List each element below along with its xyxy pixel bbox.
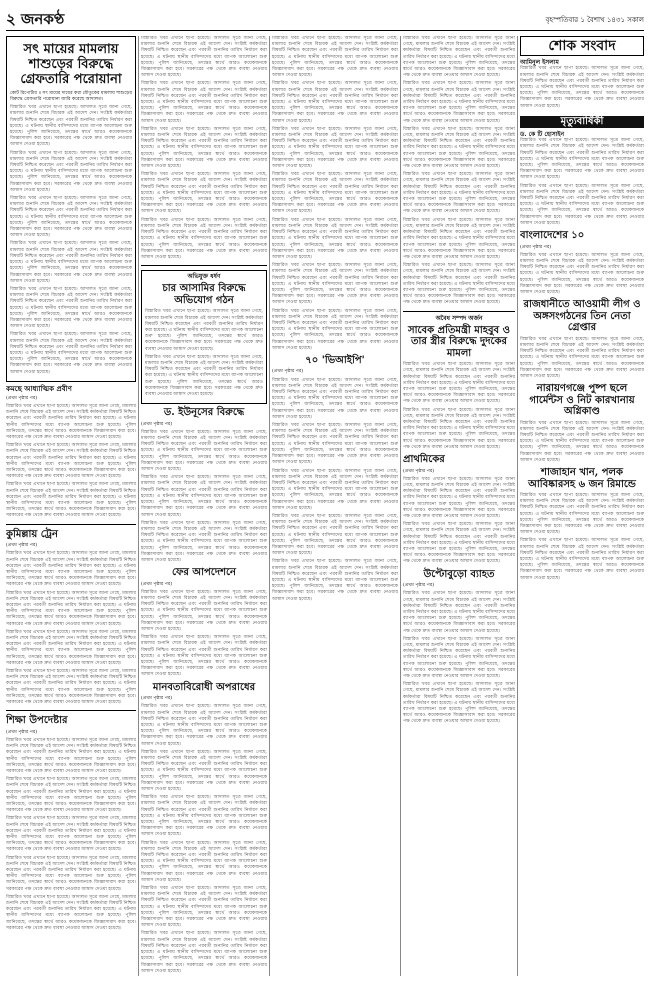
article-5: অভিযুক্ত ধর্ষণ চার আসামির বিরুদ্ধে অভিযোগ গঠন বিস্তারিত খবর এখানে ছাপা হয়েছে। আদালত সূত্রে জানা গেছে, মামলার শুনানি শেষে বিচারক এই আদেশ দেন। সংশ্লিষ্ট কর্মকর্তারা বিষয়টি নিশ্চিত করেছেন এবং পরবর্তী শুনানির তারিখ নির্ধারণ করা হয়েছে। এ ঘটনায় স্থানীয় বাসিন্দাদের মধ্যে ব্যাপক আলোচনা শুরু হয়েছে। পুলিশ জানিয়েছে, তদন্তের স্বার্থে আরও কয়েকজনকে জিজ্ঞাসাবাদ করা হবে। সরকারের পক্ষ থেকে দ্রুত ব্যবস্থা নেওয়ার আশ্বাস দেওয়া হয়েছে। বিস্তারিত খবর এখানে ছাপা হয়েছে। আদালত সূত্রে জানা গেছে, মামলার শুনানি শেষে বিচারক এই আদেশ দেন। সংশ্লিষ্ট কর্মকর্তারা বিষয়টি নিশ্চিত করেছেন এবং পরবর্তী শুনানির তারিখ নির্ধারণ করা হয়েছে। এ ঘটনায় স্থানীয় বাসিন্দাদের মধ্যে ব্যাপক আলোচনা শুরু হয়েছে। পুলিশ জানিয়েছে, তদন্তের স্বার্থে আরও কয়েকজনকে জিজ্ঞাসাবাদ করা হবে। সরকারের পক্ষ থেকে দ্রুত ব্যবস্থা নেওয়ার আশ্বাস দেওয়া হয়েছে। bbox=[141, 270, 267, 404]
article-2-title: কমছে আধ্যাত্মিক প্রবীণ bbox=[6, 383, 72, 393]
column-5: শোক সংবাদ আমিনুল ইসলাম বিস্তারিত খবর এখানে ছাপা হয়েছে। আদালত সূত্রে জানা গেছে, মামলার শুনানি শেষে বিচারক এই আদেশ দেন। সংশ্লিষ্ট কর্মকর্তারা বিষয়টি নিশ্চিত করেছেন এবং পরবর্তী শুনানির তারিখ নির্ধারণ করা হয়েছে। এ ঘটনায় স্থানীয় বাসিন্দাদের মধ্যে ব্যাপক আলোচনা শুরু হয়েছে। পুলিশ জানিয়েছে, তদন্তের স্বার্থে আরও কয়েকজনকে জিজ্ঞাসাবাদ করা হবে। সরকারের পক্ষ থেকে দ্রুত ব্যবস্থা নেওয়ার আশ্বাস দেওয়া হয়েছে। মৃত্যুবার্ষিকী ড. কে টি হোসাইন বিস্তারিত খবর এখানে ছাপা হয়েছে। আদালত সূত্রে জানা গেছে, মামলার শুনানি শেষে বিচারক এই আদেশ দেন। সংশ্লিষ্ট কর্মকর্তারা বিষয়টি নিশ্চিত করেছেন এবং পরবর্তী শুনানির তারিখ নির্ধারণ করা হয়েছে। এ ঘটনায় স্থানীয় বাসিন্দাদের মধ্যে ব্যাপক আলোচনা শুরু হয়েছে। পুলিশ জানিয়েছে, তদন্তের স্বার্থে আরও কয়েকজনকে জিজ্ঞাসাবাদ করা হবে। সরকারের পক্ষ থেকে দ্রুত ব্যবস্থা নেওয়ার আশ্বাস দেওয়া হয়েছে। বিস্তারিত খবর এখানে ছাপা হয়েছে। আদালত সূত্রে জানা গেছে, মামলার শুনানি শেষে বিচারক এই আদেশ দেন। সংশ্লিষ্ট কর্মকর্তারা বিষয়টি নিশ্চিত করেছেন এবং পরবর্তী শুনানির তারিখ নির্ধারণ করা হয়েছে। এ ঘটনায় স্থানীয় বাসিন্দাদের মধ্যে ব্যাপক আলোচনা শুরু হয়েছে। পুলিশ জানিয়েছে, তদন্তের স্বার্থে আরও কয়েকজনকে জিজ্ঞাসাবাদ করা হবে। সরকারের পক্ষ থেকে দ্রুত ব্যবস্থা নেওয়ার আশ্বাস দেওয়া হয়েছে। বাংলাদেশের ১০ (প্রথম পৃষ্ঠার পর) বিস্তারিত খবর এখানে ছাপা হয়েছে। আদালত সূত্রে জানা গেছে, মামলার শুনানি শেষে বিচারক এই আদেশ দেন। সংশ্লিষ্ট কর্মকর্তারা বিষয়টি নিশ্চিত করেছেন এবং পরবর্তী শুনানির তারিখ নির্ধারণ করা হয়েছে। এ ঘটনায় স্থানীয় বাসিন্দাদের মধ্যে ব্যাপক আলোচনা শুরু হয়েছে। পুলিশ জানিয়েছে, তদন্তের স্বার্থে আরও কয়েকজনকে জিজ্ঞাসাবাদ করা হবে। সরকারের পক্ষ থেকে দ্রুত ব্যবস্থা নেওয়ার আশ্বাস দেওয়া হয়েছে। রাজধানীতে আওয়ামী লীগ ও অঙ্গসংগঠনের তিন নেতা গ্রেপ্তার বিস্তারিত খবর এখানে ছাপা হয়েছে। আদালত সূত্রে জানা গেছে, মামলার শুনানি শেষে বিচারক এই আদেশ দেন। সংশ্লিষ্ট কর্মকর্তারা বিষয়টি নিশ্চিত করেছেন এবং পরবর্তী শুনানির তারিখ নির্ধারণ করা হয়েছে। এ ঘটনায় স্থানীয় বাসিন্দাদের মধ্যে ব্যাপক আলোচনা শুরু হয়েছে। পুলিশ জানিয়েছে, তদন্তের স্বার্থে আরও কয়েকজনকে জিজ্ঞাসাবাদ করা হবে। সরকারের পক্ষ থেকে দ্রুত ব্যবস্থা নেওয়ার আশ্বাস দেওয়া হয়েছে। নারায়ণগঞ্জে পুষ্প ছলে গার্মেন্টস ও নিট কারখানায় অগ্নিকাণ্ড বিস্তারিত খবর এখানে ছাপা হয়েছে। আদালত সূত্রে জানা গেছে, মামলার শুনানি শেষে বিচারক এই আদেশ দেন। সংশ্লিষ্ট কর্মকর্তারা বিষয়টি নিশ্চিত করেছেন এবং পরবর্তী শুনানির তারিখ নির্ধারণ করা হয়েছে। এ ঘটনায় স্থানীয় বাসিন্দাদের মধ্যে ব্যাপক আলোচনা শুরু হয়েছে। পুলিশ জানিয়েছে, তদন্তের স্বার্থে আরও কয়েকজনকে জিজ্ঞাসাবাদ করা হবে। সরকারের পক্ষ থেকে দ্রুত ব্যবস্থা নেওয়ার আশ্বাস দেওয়া হয়েছে। শাজাহান খান, পলক আবিষ্কারসহ ৬ জন রিমান্ডে বিস্তারিত খবর এখানে ছাপা হয়েছে। আদালত সূত্রে জানা গেছে, মামলার শুনানি শেষে বিচারক এই আদেশ দেন। সংশ্লিষ্ট কর্মকর্তারা বিষয়টি নিশ্চিত করেছেন এবং পরবর্তী শুনানির তারিখ নির্ধারণ করা হয়েছে। এ ঘটনায় স্থানীয় বাসিন্দাদের মধ্যে ব্যাপক আলোচনা শুরু হয়েছে। পুলিশ জানিয়েছে, তদন্তের স্বার্থে আরও কয়েকজনকে জিজ্ঞাসাবাদ করা হবে। সরকারের পক্ষ থেকে দ্রুত ব্যবস্থা নেওয়ার আশ্বাস দেওয়া হয়েছে। বিস্তারিত খবর এখানে ছাপা হয়েছে। আদালত সূত্রে জানা গেছে, মামলার শুনানি শেষে বিচারক এই আদেশ দেন। সংশ্লিষ্ট কর্মকর্তারা বিষয়টি নিশ্চিত করেছেন এবং পরবর্তী শুনানির তারিখ নির্ধারণ করা হয়েছে। এ ঘটনায় স্থানীয় বাসিন্দাদের মধ্যে ব্যাপক আলোচনা শুরু হয়েছে। পুলিশ জানিয়েছে, তদন্তের স্বার্থে আরও কয়েকজনকে জিজ্ঞাসাবাদ করা হবে। সরকারের পক্ষ থেকে দ্রুত ব্যবস্থা নেওয়ার আশ্বাস দেওয়া হয়েছে। bbox=[520, 38, 644, 581]
column-1: সৎ মায়ের মামলায় শাশুড়ের বিরুদ্ধে গ্রেফতারি পরোয়ানা কোর্ট রিপোর্টার ॥ সৎ মায়ের দায়ের করা যৌতুকের মামলায় শাশুড়ের বিরুদ্ধে গ্রেফতারি পরোয়ানা জারি করেছে আদালত। বিস্তারিত খবর এখানে ছাপা হয়েছে। আদালত সূত্রে জানা গেছে, মামলার শুনানি শেষে বিচারক এই আদেশ দেন। সংশ্লিষ্ট কর্মকর্তারা বিষয়টি নিশ্চিত করেছেন এবং পরবর্তী শুনানির তারিখ নির্ধারণ করা হয়েছে। এ ঘটনায় স্থানীয় বাসিন্দাদের মধ্যে ব্যাপক আলোচনা শুরু হয়েছে। পুলিশ জানিয়েছে, তদন্তের স্বার্থে আরও কয়েকজনকে জিজ্ঞাসাবাদ করা হবে। সরকারের পক্ষ থেকে দ্রুত ব্যবস্থা নেওয়ার আশ্বাস দেওয়া হয়েছে। বিস্তারিত খবর এখানে ছাপা হয়েছে। আদালত সূত্রে জানা গেছে, মামলার শুনানি শেষে বিচারক এই আদেশ দেন। সংশ্লিষ্ট কর্মকর্তারা বিষয়টি নিশ্চিত করেছেন এবং পরবর্তী শুনানির তারিখ নির্ধারণ করা হয়েছে। এ ঘটনায় স্থানীয় বাসিন্দাদের মধ্যে ব্যাপক আলোচনা শুরু হয়েছে। পুলিশ জানিয়েছে, তদন্তের স্বার্থে আরও কয়েকজনকে জিজ্ঞাসাবাদ করা হবে। সরকারের পক্ষ থেকে দ্রুত ব্যবস্থা নেওয়ার আশ্বাস দেওয়া হয়েছে। বিস্তারিত খবর এখানে ছাপা হয়েছে। আদালত সূত্রে জানা গেছে, মামলার শুনানি শেষে বিচারক এই আদেশ দেন। সংশ্লিষ্ট কর্মকর্তারা বিষয়টি নিশ্চিত করেছেন এবং পরবর্তী শুনানির তারিখ নির্ধারণ করা হয়েছে। এ ঘটনায় স্থানীয় বাসিন্দাদের মধ্যে ব্যাপক আলোচনা শুরু হয়েছে। পুলিশ জানিয়েছে, তদন্তের স্বার্থে আরও কয়েকজনকে জিজ্ঞাসাবাদ করা হবে। সরকারের পক্ষ থেকে দ্রুত ব্যবস্থা নেওয়ার আশ্বাস দেওয়া হয়েছে। বিস্তারিত খবর এখানে ছাপা হয়েছে। আদালত সূত্রে জানা গেছে, মামলার শুনানি শেষে বিচারক এই আদেশ দেন। সংশ্লিষ্ট কর্মকর্তারা বিষয়টি নিশ্চিত করেছেন এবং পরবর্তী শুনানির তারিখ নির্ধারণ করা হয়েছে। এ ঘটনায় স্থানীয় বাসিন্দাদের মধ্যে ব্যাপক আলোচনা শুরু হয়েছে। পুলিশ জানিয়েছে, তদন্তের স্বার্থে আরও কয়েকজনকে জিজ্ঞাসাবাদ করা হবে। সরকারের পক্ষ থেকে দ্রুত ব্যবস্থা নেওয়ার আশ্বাস দেওয়া হয়েছে। বিস্তারিত খবর এখানে ছাপা হয়েছে। আদালত সূত্রে জানা গেছে, মামলার শুনানি শেষে বিচারক এই আদেশ দেন। সংশ্লিষ্ট কর্মকর্তারা বিষয়টি নিশ্চিত করেছেন এবং পরবর্তী শুনানির তারিখ নির্ধারণ করা হয়েছে। এ ঘটনায় স্থানীয় বাসিন্দাদের মধ্যে ব্যাপক আলোচনা শুরু হয়েছে। পুলিশ জানিয়েছে, তদন্তের স্বার্থে আরও কয়েকজনকে জিজ্ঞাসাবাদ করা হবে। সরকারের পক্ষ থেকে দ্রুত ব্যবস্থা নেওয়ার আশ্বাস দেওয়া হয়েছে। বিস্তারিত খবর এখানে ছাপা হয়েছে। আদালত সূত্রে জানা গেছে, মামলার শুনানি শেষে বিচারক এই আদেশ দেন। সংশ্লিষ্ট কর্মকর্তারা বিষয়টি নিশ্চিত করেছেন এবং পরবর্তী শুনানির তারিখ নির্ধারণ করা হয়েছে। এ ঘটনায় স্থানীয় বাসিন্দাদের মধ্যে ব্যাপক আলোচনা শুরু হয়েছে। পুলিশ জানিয়েছে, তদন্তের স্বার্থে আরও কয়েকজনকে জিজ্ঞাসাবাদ করা হবে। সরকারের পক্ষ থেকে দ্রুত ব্যবস্থা নেওয়ার আশ্বাস দেওয়া হয়েছে। কমছে আধ্যাত্মিক প্রবীণ (প্রথম পৃষ্ঠার পর) বিস্তারিত খবর এখানে ছাপা হয়েছে। আদালত সূত্রে জানা গেছে, মামলার শুনানি শেষে বিচারক এই আদেশ দেন। সংশ্লিষ্ট কর্মকর্তারা বিষয়টি নিশ্চিত করেছেন এবং পরবর্তী শুনানির তারিখ নির্ধারণ করা হয়েছে। এ ঘটনায় স্থানীয় বাসিন্দাদের মধ্যে ব্যাপক আলোচনা শুরু হয়েছে। পুলিশ জানিয়েছে, তদন্তের স্বার্থে আরও কয়েকজনকে জিজ্ঞাসাবাদ করা হবে। সরকারের পক্ষ থেকে দ্রুত ব্যবস্থা নেওয়ার আশ্বাস দেওয়া হয়েছে। বিস্তারিত খবর এখানে ছাপা হয়েছে। আদালত সূত্রে জানা গেছে, মামলার শুনানি শেষে বিচারক এই আদেশ দেন। সংশ্লিষ্ট কর্মকর্তারা বিষয়টি নিশ্চিত করেছেন এবং পরবর্তী শুনানির তারিখ নির্ধারণ করা হয়েছে। এ ঘটনায় স্থানীয় বাসিন্দাদের মধ্যে ব্যাপক আলোচনা শুরু হয়েছে। পুলিশ জানিয়েছে, তদন্তের স্বার্থে আরও কয়েকজনকে জিজ্ঞাসাবাদ করা হবে। সরকারের পক্ষ থেকে দ্রুত ব্যবস্থা নেওয়ার আশ্বাস দেওয়া হয়েছে। বিস্তারিত খবর এখানে ছাপা হয়েছে। আদালত সূত্রে জানা গেছে, মামলার শুনানি শেষে বিচারক এই আদেশ দেন। সংশ্লিষ্ট কর্মকর্তারা বিষয়টি নিশ্চিত করেছেন এবং পরবর্তী শুনানির তারিখ নির্ধারণ করা হয়েছে। এ ঘটনায় স্থানীয় বাসিন্দাদের মধ্যে ব্যাপক আলোচনা শুরু হয়েছে। পুলিশ জানিয়েছে, তদন্তের স্বার্থে আরও কয়েকজনকে জিজ্ঞাসাবাদ করা হবে। সরকারের পক্ষ থেকে দ্রুত ব্যবস্থা নেওয়ার আশ্বাস দেওয়া হয়েছে। কুমিল্লায় ট্রেন (প্রথম পৃষ্ঠার পর) বিস্তারিত খবর এখানে ছাপা হয়েছে। আদালত সূত্রে জানা গেছে, মামলার শুনানি শেষে বিচারক এই আদেশ দেন। সংশ্লিষ্ট কর্মকর্তারা বিষয়টি নিশ্চিত করেছেন এবং পরবর্তী শুনানির তারিখ নির্ধারণ করা হয়েছে। এ ঘটনায় স্থানীয় বাসিন্দাদের মধ্যে ব্যাপক আলোচনা শুরু হয়েছে। পুলিশ জানিয়েছে, তদন্তের স্বার্থে আরও কয়েকজনকে জিজ্ঞাসাবাদ করা হবে। সরকারের পক্ষ থেকে দ্রুত ব্যবস্থা নেওয়ার আশ্বাস দেওয়া হয়েছে। বিস্তারিত খবর এখানে ছাপা হয়েছে। আদালত সূত্রে জানা গেছে, মামলার শুনানি শেষে বিচারক এই আদেশ দেন। সংশ্লিষ্ট কর্মকর্তারা বিষয়টি নিশ্চিত করেছেন এবং পরবর্তী শুনানির তারিখ নির্ধারণ করা হয়েছে। এ ঘটনায় স্থানীয় বাসিন্দাদের মধ্যে ব্যাপক আলোচনা শুরু হয়েছে। পুলিশ জানিয়েছে, তদন্তের স্বার্থে আরও কয়েকজনকে জিজ্ঞাসাবাদ করা হবে। সরকারের পক্ষ থেকে দ্রুত ব্যবস্থা নেওয়ার আশ্বাস দেওয়া হয়েছে। বিস্তারিত খবর এখানে ছাপা হয়েছে। আদালত সূত্রে জানা গেছে, মামলার শুনানি শেষে বিচারক এই আদেশ দেন। সংশ্লিষ্ট কর্মকর্তারা বিষয়টি নিশ্চিত করেছেন এবং পরবর্তী শুনানির তারিখ নির্ধারণ করা হয়েছে। এ ঘটনায় স্থানীয় বাসিন্দাদের মধ্যে ব্যাপক আলোচনা শুরু হয়েছে। পুলিশ জানিয়েছে, তদন্তের স্বার্থে আরও কয়েকজনকে জিজ্ঞাসাবাদ করা হবে। সরকারের পক্ষ থেকে দ্রুত ব্যবস্থা নেওয়ার আশ্বাস দেওয়া হয়েছে। বিস্তারিত খবর এখানে ছাপা হয়েছে। আদালত সূত্রে জানা গেছে, মামলার শুনানি শেষে বিচারক এই আদেশ দেন। সংশ্লিষ্ট কর্মকর্তারা বিষয়টি নিশ্চিত করেছেন এবং পরবর্তী শুনানির তারিখ নির্ধারণ করা হয়েছে। এ ঘটনায় স্থানীয় বাসিন্দাদের মধ্যে ব্যাপক আলোচনা শুরু হয়েছে। পুলিশ জানিয়েছে, তদন্তের স্বার্থে আরও কয়েকজনকে জিজ্ঞাসাবাদ করা হবে। সরকারের পক্ষ থেকে দ্রুত ব্যবস্থা নেওয়ার আশ্বাস দেওয়া হয়েছে। শিক্ষা উপদেষ্টার (প্রথম পৃষ্ঠার পর) বিস্তারিত খবর এখানে ছাপা হয়েছে। আদালত সূত্রে জানা গেছে, মামলার শুনানি শেষে বিচারক এই আদেশ দেন। সংশ্লিষ্ট কর্মকর্তারা বিষয়টি নিশ্চিত করেছেন এবং পরবর্তী শুনানির তারিখ নির্ধারণ করা হয়েছে। এ ঘটনায় স্থানীয় বাসিন্দাদের মধ্যে ব্যাপক আলোচনা শুরু হয়েছে। পুলিশ জানিয়েছে, তদন্তের স্বার্থে আরও কয়েকজনকে জিজ্ঞাসাবাদ করা হবে। সরকারের পক্ষ থেকে দ্রুত ব্যবস্থা নেওয়ার আশ্বাস দেওয়া হয়েছে। বিস্তারিত খবর এখানে ছাপা হয়েছে। আদালত সূত্রে জানা গেছে, মামলার শুনানি শেষে বিচারক এই আদেশ দেন। সংশ্লিষ্ট কর্মকর্তারা বিষয়টি নিশ্চিত করেছেন এবং পরবর্তী শুনানির তারিখ নির্ধারণ করা হয়েছে। এ ঘটনায় স্থানীয় বাসিন্দাদের মধ্যে ব্যাপক আলোচনা শুরু হয়েছে। পুলিশ জানিয়েছে, তদন্তের স্বার্থে আরও কয়েকজনকে জিজ্ঞাসাবাদ করা হবে। সরকারের পক্ষ থেকে দ্রুত ব্যবস্থা নেওয়ার আশ্বাস দেওয়া হয়েছে। বিস্তারিত খবর এখানে ছাপা হয়েছে। আদালত সূত্রে জানা গেছে, মামলার শুনানি শেষে বিচারক এই আদেশ দেন। সংশ্লিষ্ট কর্মকর্তারা বিষয়টি নিশ্চিত করেছেন এবং পরবর্তী শুনানির তারিখ নির্ধারণ করা হয়েছে। এ ঘটনায় স্থানীয় বাসিন্দাদের মধ্যে ব্যাপক আলোচনা শুরু হয়েছে। পুলিশ জানিয়েছে, তদন্তের স্বার্থে আরও কয়েকজনকে জিজ্ঞাসাবাদ করা হবে। সরকারের পক্ষ থেকে দ্রুত ব্যবস্থা নেওয়ার আশ্বাস দেওয়া হয়েছে। বিস্তারিত খবর এখানে ছাপা হয়েছে। আদালত সূত্রে জানা গেছে, মামলার শুনানি শেষে বিচারক এই আদেশ দেন। সংশ্লিষ্ট কর্মকর্তারা বিষয়টি নিশ্চিত করেছেন এবং পরবর্তী শুনানির তারিখ নির্ধারণ করা হয়েছে। এ ঘটনায় স্থানীয় বাসিন্দাদের মধ্যে ব্যাপক আলোচনা শুরু হয়েছে। পুলিশ জানিয়েছে, তদন্তের স্বার্থে আরও কয়েকজনকে জিজ্ঞাসাবাদ করা হবে। সরকারের পক্ষ থেকে দ্রুত ব্যবস্থা নেওয়ার আশ্বাস দেওয়া হয়েছে। বিস্তারিত খবর এখানে ছাপা হয়েছে। আদালত সূত্রে জানা গেছে, মামলার শুনানি শেষে বিচারক এই আদেশ দেন। সংশ্লিষ্ট কর্মকর্তারা বিষয়টি নিশ্চিত করেছেন এবং পরবর্তী শুনানির তারিখ নির্ধারণ করা হয়েছে। এ ঘটনায় স্থানীয় বাসিন্দাদের মধ্যে ব্যাপক আলোচনা শুরু হয়েছে। পুলিশ জানিয়েছে, তদন্তের স্বার্থে আরও কয়েকজনকে জিজ্ঞাসাবাদ করা হবে। সরকারের পক্ষ থেকে দ্রুত ব্যবস্থা নেওয়ার আশ্বাস দেওয়া হয়েছে। bbox=[6, 36, 136, 976]
article-1: সৎ মায়ের মামলায় শাশুড়ের বিরুদ্ধে গ্রেফতারি পরোয়ানা কোর্ট রিপোর্টার ॥ সৎ মায়ের দায়ের করা যৌতুকের মামলায় শাশুড়ের বিরুদ্ধে গ্রেফতারি পরোয়ানা জারি করেছে আদালত। বিস্তারিত খবর এখানে ছাপা হয়েছে। আদালত সূত্রে জানা গেছে, মামলার শুনানি শেষে বিচারক এই আদেশ দেন। সংশ্লিষ্ট কর্মকর্তারা বিষয়টি নিশ্চিত করেছেন এবং পরবর্তী শুনানির তারিখ নির্ধারণ করা হয়েছে। এ ঘটনায় স্থানীয় বাসিন্দাদের মধ্যে ব্যাপক আলোচনা শুরু হয়েছে। পুলিশ জানিয়েছে, তদন্তের স্বার্থে আরও কয়েকজনকে জিজ্ঞাসাবাদ করা হবে। সরকারের পক্ষ থেকে দ্রুত ব্যবস্থা নেওয়ার আশ্বাস দেওয়া হয়েছে। বিস্তারিত খবর এখানে ছাপা হয়েছে। আদালত সূত্রে জানা গেছে, মামলার শুনানি শেষে বিচারক এই আদেশ দেন। সংশ্লিষ্ট কর্মকর্তারা বিষয়টি নিশ্চিত করেছেন এবং পরবর্তী শুনানির তারিখ নির্ধারণ করা হয়েছে। এ ঘটনায় স্থানীয় বাসিন্দাদের মধ্যে ব্যাপক আলোচনা শুরু হয়েছে। পুলিশ জানিয়েছে, তদন্তের স্বার্থে আরও কয়েকজনকে জিজ্ঞাসাবাদ করা হবে। সরকারের পক্ষ থেকে দ্রুত ব্যবস্থা নেওয়ার আশ্বাস দেওয়া হয়েছে। বিস্তারিত খবর এখানে ছাপা হয়েছে। আদালত সূত্রে জানা গেছে, মামলার শুনানি শেষে বিচারক এই আদেশ দেন। সংশ্লিষ্ট কর্মকর্তারা বিষয়টি নিশ্চিত করেছেন এবং পরবর্তী শুনানির তারিখ নির্ধারণ করা হয়েছে। এ ঘটনায় স্থানীয় বাসিন্দাদের মধ্যে ব্যাপক আলোচনা শুরু হয়েছে। পুলিশ জানিয়েছে, তদন্তের স্বার্থে আরও কয়েকজনকে জিজ্ঞাসাবাদ করা হবে। সরকারের পক্ষ থেকে দ্রুত ব্যবস্থা নেওয়ার আশ্বাস দেওয়া হয়েছে। বিস্তারিত খবর এখানে ছাপা হয়েছে। আদালত সূত্রে জানা গেছে, মামলার শুনানি শেষে বিচারক এই আদেশ দেন। সংশ্লিষ্ট কর্মকর্তারা বিষয়টি নিশ্চিত করেছেন এবং পরবর্তী শুনানির তারিখ নির্ধারণ করা হয়েছে। এ ঘটনায় স্থানীয় বাসিন্দাদের মধ্যে ব্যাপক আলোচনা শুরু হয়েছে। পুলিশ জানিয়েছে, তদন্তের স্বার্থে আরও কয়েকজনকে জিজ্ঞাসাবাদ করা হবে। সরকারের পক্ষ থেকে দ্রুত ব্যবস্থা নেওয়ার আশ্বাস দেওয়া হয়েছে। বিস্তারিত খবর এখানে ছাপা হয়েছে। আদালত সূত্রে জানা গেছে, মামলার শুনানি শেষে বিচারক এই আদেশ দেন। সংশ্লিষ্ট কর্মকর্তারা বিষয়টি নিশ্চিত করেছেন এবং পরবর্তী শুনানির তারিখ নির্ধারণ করা হয়েছে। এ ঘটনায় স্থানীয় বাসিন্দাদের মধ্যে ব্যাপক আলোচনা শুরু হয়েছে। পুলিশ জানিয়েছে, তদন্তের স্বার্থে আরও কয়েকজনকে জিজ্ঞাসাবাদ করা হবে। সরকারের পক্ষ থেকে দ্রুত ব্যবস্থা নেওয়ার আশ্বাস দেওয়া হয়েছে। বিস্তারিত খবর এখানে ছাপা হয়েছে। আদালত সূত্রে জানা গেছে, মামলার শুনানি শেষে বিচারক এই আদেশ দেন। সংশ্লিষ্ট কর্মকর্তারা বিষয়টি নিশ্চিত করেছেন এবং পরবর্তী শুনানির তারিখ নির্ধারণ করা হয়েছে। এ ঘটনায় স্থানীয় বাসিন্দাদের মধ্যে ব্যাপক আলোচনা শুরু হয়েছে। পুলিশ জানিয়েছে, তদন্তের স্বার্থে আরও কয়েকজনকে জিজ্ঞাসাবাদ করা হবে। সরকারের পক্ষ থেকে দ্রুত ব্যবস্থা নেওয়ার আশ্বাস দেওয়া হয়েছে। bbox=[6, 36, 136, 382]
article-1-title: সৎ মায়ের মামলায় শাশুড়ের বিরুদ্ধে গ্রেফতারি পরোয়ানা bbox=[20, 42, 122, 87]
date-line: বৃহস্পতিবার ১ বৈশাখ ১৪৩১ সকাল bbox=[545, 16, 644, 24]
article-8-title: মানবতাবিরোধী অপরাধের bbox=[152, 681, 256, 693]
column-3: বিস্তারিত খবর এখানে ছাপা হয়েছে। আদালত সূত্রে জানা গেছে, মামলার শুনানি শেষে বিচারক এই আদেশ দেন। সংশ্লিষ্ট কর্মকর্তারা বিষয়টি নিশ্চিত করেছেন এবং পরবর্তী শুনানির তারিখ নির্ধারণ করা হয়েছে। এ ঘটনায় স্থানীয় বাসিন্দাদের মধ্যে ব্যাপক আলোচনা শুরু হয়েছে। পুলিশ জানিয়েছে, তদন্তের স্বার্থে আরও কয়েকজনকে জিজ্ঞাসাবাদ করা হবে। সরকারের পক্ষ থেকে দ্রুত ব্যবস্থা নেওয়ার আশ্বাস দেওয়া হয়েছে। বিস্তারিত খবর এখানে ছাপা হয়েছে। আদালত সূত্রে জানা গেছে, মামলার শুনানি শেষে বিচারক এই আদেশ দেন। সংশ্লিষ্ট কর্মকর্তারা বিষয়টি নিশ্চিত করেছেন এবং পরবর্তী শুনানির তারিখ নির্ধারণ করা হয়েছে। এ ঘটনায় স্থানীয় বাসিন্দাদের মধ্যে ব্যাপক আলোচনা শুরু হয়েছে। পুলিশ জানিয়েছে, তদন্তের স্বার্থে আরও কয়েকজনকে জিজ্ঞাসাবাদ করা হবে। সরকারের পক্ষ থেকে দ্রুত ব্যবস্থা নেওয়ার আশ্বাস দেওয়া হয়েছে। বিস্তারিত খবর এখানে ছাপা হয়েছে। আদালত সূত্রে জানা গেছে, মামলার শুনানি শেষে বিচারক এই আদেশ দেন। সংশ্লিষ্ট কর্মকর্তারা বিষয়টি নিশ্চিত করেছেন এবং পরবর্তী শুনানির তারিখ নির্ধারণ করা হয়েছে। এ ঘটনায় স্থানীয় বাসিন্দাদের মধ্যে ব্যাপক আলোচনা শুরু হয়েছে। পুলিশ জানিয়েছে, তদন্তের স্বার্থে আরও কয়েকজনকে জিজ্ঞাসাবাদ করা হবে। সরকারের পক্ষ থেকে দ্রুত ব্যবস্থা নেওয়ার আশ্বাস দেওয়া হয়েছে। বিস্তারিত খবর এখানে ছাপা হয়েছে। আদালত সূত্রে জানা গেছে, মামলার শুনানি শেষে বিচারক এই আদেশ দেন। সংশ্লিষ্ট কর্মকর্তারা বিষয়টি নিশ্চিত করেছেন এবং পরবর্তী শুনানির তারিখ নির্ধারণ করা হয়েছে। এ ঘটনায় স্থানীয় বাসিন্দাদের মধ্যে ব্যাপক আলোচনা শুরু হয়েছে। পুলিশ জানিয়েছে, তদন্তের স্বার্থে আরও কয়েকজনকে জিজ্ঞাসাবাদ করা হবে। সরকারের পক্ষ থেকে দ্রুত ব্যবস্থা নেওয়ার আশ্বাস দেওয়া হয়েছে। বিস্তারিত খবর এখানে ছাপা হয়েছে। আদালত সূত্রে জানা গেছে, মামলার শুনানি শেষে বিচারক এই আদেশ দেন। সংশ্লিষ্ট কর্মকর্তারা বিষয়টি নিশ্চিত করেছেন এবং পরবর্তী শুনানির তারিখ নির্ধারণ করা হয়েছে। এ ঘটনায় স্থানীয় বাসিন্দাদের মধ্যে ব্যাপক আলোচনা শুরু হয়েছে। পুলিশ জানিয়েছে, তদন্তের স্বার্থে আরও কয়েকজনকে জিজ্ঞাসাবাদ করা হবে। সরকারের পক্ষ থেকে দ্রুত ব্যবস্থা নেওয়ার আশ্বাস দেওয়া হয়েছে। বিস্তারিত খবর এখানে ছাপা হয়েছে। আদালত সূত্রে জানা গেছে, মামলার শুনানি শেষে বিচারক এই আদেশ দেন। সংশ্লিষ্ট কর্মকর্তারা বিষয়টি নিশ্চিত করেছেন এবং পরবর্তী শুনানির তারিখ নির্ধারণ করা হয়েছে। এ ঘটনায় স্থানীয় বাসিন্দাদের মধ্যে ব্যাপক আলোচনা শুরু হয়েছে। পুলিশ জানিয়েছে, তদন্তের স্বার্থে আরও কয়েকজনকে জিজ্ঞাসাবাদ করা হবে। সরকারের পক্ষ থেকে দ্রুত ব্যবস্থা নেওয়ার আশ্বাস দেওয়া হয়েছে। বিস্তারিত খবর এখানে ছাপা হয়েছে। আদালত সূত্রে জানা গেছে, মামলার শুনানি শেষে বিচারক এই আদেশ দেন। সংশ্লিষ্ট কর্মকর্তারা বিষয়টি নিশ্চিত করেছেন এবং পরবর্তী শুনানির তারিখ নির্ধারণ করা হয়েছে। এ ঘটনায় স্থানীয় বাসিন্দাদের মধ্যে ব্যাপক আলোচনা শুরু হয়েছে। পুলিশ জানিয়েছে, তদন্তের স্বার্থে আরও কয়েকজনকে জিজ্ঞাসাবাদ করা হবে। সরকারের পক্ষ থেকে দ্রুত ব্যবস্থা নেওয়ার আশ্বাস দেওয়া হয়েছে। ৭০ 'ভিআইপি' (প্রথম পৃষ্ঠার পর) বিস্তারিত খবর এখানে ছাপা হয়েছে। আদালত সূত্রে জানা গেছে, মামলার শুনানি শেষে বিচারক এই আদেশ দেন। সংশ্লিষ্ট কর্মকর্তারা বিষয়টি নিশ্চিত করেছেন এবং পরবর্তী শুনানির তারিখ নির্ধারণ করা হয়েছে। এ ঘটনায় স্থানীয় বাসিন্দাদের মধ্যে ব্যাপক আলোচনা শুরু হয়েছে। পুলিশ জানিয়েছে, তদন্তের স্বার্থে আরও কয়েকজনকে জিজ্ঞাসাবাদ করা হবে। সরকারের পক্ষ থেকে দ্রুত ব্যবস্থা নেওয়ার আশ্বাস দেওয়া হয়েছে। বিস্তারিত খবর এখানে ছাপা হয়েছে। আদালত সূত্রে জানা গেছে, মামলার শুনানি শেষে বিচারক এই আদেশ দেন। সংশ্লিষ্ট কর্মকর্তারা বিষয়টি নিশ্চিত করেছেন এবং পরবর্তী শুনানির তারিখ নির্ধারণ করা হয়েছে। এ ঘটনায় স্থানীয় বাসিন্দাদের মধ্যে ব্যাপক আলোচনা শুরু হয়েছে। পুলিশ জানিয়েছে, তদন্তের স্বার্থে আরও কয়েকজনকে জিজ্ঞাসাবাদ করা হবে। সরকারের পক্ষ থেকে দ্রুত ব্যবস্থা নেওয়ার আশ্বাস দেওয়া হয়েছে। বিস্তারিত খবর এখানে ছাপা হয়েছে। আদালত সূত্রে জানা গেছে, মামলার শুনানি শেষে বিচারক এই আদেশ দেন। সংশ্লিষ্ট কর্মকর্তারা বিষয়টি নিশ্চিত করেছেন এবং পরবর্তী শুনানির তারিখ নির্ধারণ করা হয়েছে। এ ঘটনায় স্থানীয় বাসিন্দাদের মধ্যে ব্যাপক আলোচনা শুরু হয়েছে। পুলিশ জানিয়েছে, তদন্তের স্বার্থে আরও কয়েকজনকে জিজ্ঞাসাবাদ করা হবে। সরকারের পক্ষ থেকে দ্রুত ব্যবস্থা নেওয়ার আশ্বাস দেওয়া হয়েছে। বিস্তারিত খবর এখানে ছাপা হয়েছে। আদালত সূত্রে জানা গেছে, মামলার শুনানি শেষে বিচারক এই আদেশ দেন। সংশ্লিষ্ট কর্মকর্তারা বিষয়টি নিশ্চিত করেছেন এবং পরবর্তী শুনানির তারিখ নির্ধারণ করা হয়েছে। এ ঘটনায় স্থানীয় বাসিন্দাদের মধ্যে ব্যাপক আলোচনা শুরু হয়েছে। পুলিশ জানিয়েছে, তদন্তের স্বার্থে আরও কয়েকজনকে জিজ্ঞাসাবাদ করা হবে। সরকারের পক্ষ থেকে দ্রুত ব্যবস্থা নেওয়ার আশ্বাস দেওয়া হয়েছে। বিস্তারিত খবর এখানে ছাপা হয়েছে। আদালত সূত্রে জানা গেছে, মামলার শুনানি শেষে বিচারক এই আদেশ দেন। সংশ্লিষ্ট কর্মকর্তারা বিষয়টি নিশ্চিত করেছেন এবং পরবর্তী শুনানির তারিখ নির্ধারণ করা হয়েছে। এ ঘটনায় স্থানীয় বাসিন্দাদের মধ্যে ব্যাপক আলোচনা শুরু হয়েছে। পুলিশ জানিয়েছে, তদন্তের স্বার্থে আরও কয়েকজনকে জিজ্ঞাসাবাদ করা হবে। সরকারের পক্ষ থেকে দ্রুত ব্যবস্থা নেওয়ার আশ্বাস দেওয়া হয়েছে। bbox=[272, 36, 398, 602]
article-7-title: ফের আপদেশনে bbox=[172, 567, 236, 579]
obituary-name-2: ড. কে টি হোসাইন bbox=[520, 131, 565, 139]
article-11-title: প্রাথমিকের bbox=[403, 454, 445, 466]
article-16-title: শাজাহান খান, পলক আবিষ্কারসহ ৬ জন রিমান্ডে bbox=[528, 467, 636, 490]
page-header bbox=[6, 8, 644, 31]
column-4: বিস্তারিত খবর এখানে ছাপা হয়েছে। আদালত সূত্রে জানা গেছে, মামলার শুনানি শেষে বিচারক এই আদেশ দেন। সংশ্লিষ্ট কর্মকর্তারা বিষয়টি নিশ্চিত করেছেন এবং পরবর্তী শুনানির তারিখ নির্ধারণ করা হয়েছে। এ ঘটনায় স্থানীয় বাসিন্দাদের মধ্যে ব্যাপক আলোচনা শুরু হয়েছে। পুলিশ জানিয়েছে, তদন্তের স্বার্থে আরও কয়েকজনকে জিজ্ঞাসাবাদ করা হবে। সরকারের পক্ষ থেকে দ্রুত ব্যবস্থা নেওয়ার আশ্বাস দেওয়া হয়েছে। বিস্তারিত খবর এখানে ছাপা হয়েছে। আদালত সূত্রে জানা গেছে, মামলার শুনানি শেষে বিচারক এই আদেশ দেন। সংশ্লিষ্ট কর্মকর্তারা বিষয়টি নিশ্চিত করেছেন এবং পরবর্তী শুনানির তারিখ নির্ধারণ করা হয়েছে। এ ঘটনায় স্থানীয় বাসিন্দাদের মধ্যে ব্যাপক আলোচনা শুরু হয়েছে। পুলিশ জানিয়েছে, তদন্তের স্বার্থে আরও কয়েকজনকে জিজ্ঞাসাবাদ করা হবে। সরকারের পক্ষ থেকে দ্রুত ব্যবস্থা নেওয়ার আশ্বাস দেওয়া হয়েছে। বিস্তারিত খবর এখানে ছাপা হয়েছে। আদালত সূত্রে জানা গেছে, মামলার শুনানি শেষে বিচারক এই আদেশ দেন। সংশ্লিষ্ট কর্মকর্তারা বিষয়টি নিশ্চিত করেছেন এবং পরবর্তী শুনানির তারিখ নির্ধারণ করা হয়েছে। এ ঘটনায় স্থানীয় বাসিন্দাদের মধ্যে ব্যাপক আলোচনা শুরু হয়েছে। পুলিশ জানিয়েছে, তদন্তের স্বার্থে আরও কয়েকজনকে জিজ্ঞাসাবাদ করা হবে। সরকারের পক্ষ থেকে দ্রুত ব্যবস্থা নেওয়ার আশ্বাস দেওয়া হয়েছে। বিস্তারিত খবর এখানে ছাপা হয়েছে। আদালত সূত্রে জানা গেছে, মামলার শুনানি শেষে বিচারক এই আদেশ দেন। সংশ্লিষ্ট কর্মকর্তারা বিষয়টি নিশ্চিত করেছেন এবং পরবর্তী শুনানির তারিখ নির্ধারণ করা হয়েছে। এ ঘটনায় স্থানীয় বাসিন্দাদের মধ্যে ব্যাপক আলোচনা শুরু হয়েছে। পুলিশ জানিয়েছে, তদন্তের স্বার্থে আরও কয়েকজনকে জিজ্ঞাসাবাদ করা হবে। সরকারের পক্ষ থেকে দ্রুত ব্যবস্থা নেওয়ার আশ্বাস দেওয়া হয়েছে। বিস্তারিত খবর এখানে ছাপা হয়েছে। আদালত সূত্রে জানা গেছে, মামলার শুনানি শেষে বিচারক এই আদেশ দেন। সংশ্লিষ্ট কর্মকর্তারা বিষয়টি নিশ্চিত করেছেন এবং পরবর্তী শুনানির তারিখ নির্ধারণ করা হয়েছে। এ ঘটনায় স্থানীয় বাসিন্দাদের মধ্যে ব্যাপক আলোচনা শুরু হয়েছে। পুলিশ জানিয়েছে, তদন্তের স্বার্থে আরও কয়েকজনকে জিজ্ঞাসাবাদ করা হবে। সরকারের পক্ষ থেকে দ্রুত ব্যবস্থা নেওয়ার আশ্বাস দেওয়া হয়েছে। বিস্তারিত খবর এখানে ছাপা হয়েছে। আদালত সূত্রে জানা গেছে, মামলার শুনানি শেষে বিচারক এই আদেশ দেন। সংশ্লিষ্ট কর্মকর্তারা বিষয়টি নিশ্চিত করেছেন এবং পরবর্তী শুনানির তারিখ নির্ধারণ করা হয়েছে। এ ঘটনায় স্থানীয় বাসিন্দাদের মধ্যে ব্যাপক আলোচনা শুরু হয়েছে। পুলিশ জানিয়েছে, তদন্তের স্বার্থে আরও কয়েকজনকে জিজ্ঞাসাবাদ করা হবে। সরকারের পক্ষ থেকে দ্রুত ব্যবস্থা নেওয়ার আশ্বাস দেওয়া হয়েছে। অবৈধ সম্পদ অর্জন সাবেক প্রতিমন্ত্রী মাহবুব ও তার স্ত্রীর বিরুদ্ধে দুদকের মামলা বিস্তারিত খবর এখানে ছাপা হয়েছে। আদালত সূত্রে জানা গেছে, মামলার শুনানি শেষে বিচারক এই আদেশ দেন। সংশ্লিষ্ট কর্মকর্তারা বিষয়টি নিশ্চিত করেছেন এবং পরবর্তী শুনানির তারিখ নির্ধারণ করা হয়েছে। এ ঘটনায় স্থানীয় বাসিন্দাদের মধ্যে ব্যাপক আলোচনা শুরু হয়েছে। পুলিশ জানিয়েছে, তদন্তের স্বার্থে আরও কয়েকজনকে জিজ্ঞাসাবাদ করা হবে। সরকারের পক্ষ থেকে দ্রুত ব্যবস্থা নেওয়ার আশ্বাস দেওয়া হয়েছে। বিস্তারিত খবর এখানে ছাপা হয়েছে। আদালত সূত্রে জানা গেছে, মামলার শুনানি শেষে বিচারক এই আদেশ দেন। সংশ্লিষ্ট কর্মকর্তারা বিষয়টি নিশ্চিত করেছেন এবং পরবর্তী শুনানির তারিখ নির্ধারণ করা হয়েছে। এ ঘটনায় স্থানীয় বাসিন্দাদের মধ্যে ব্যাপক আলোচনা শুরু হয়েছে। পুলিশ জানিয়েছে, তদন্তের স্বার্থে আরও কয়েকজনকে জিজ্ঞাসাবাদ করা হবে। সরকারের পক্ষ থেকে দ্রুত ব্যবস্থা নেওয়ার আশ্বাস দেওয়া হয়েছে। প্রাথমিকের (প্রথম পৃষ্ঠার পর) বিস্তারিত খবর এখানে ছাপা হয়েছে। আদালত সূত্রে জানা গেছে, মামলার শুনানি শেষে বিচারক এই আদেশ দেন। সংশ্লিষ্ট কর্মকর্তারা বিষয়টি নিশ্চিত করেছেন এবং পরবর্তী শুনানির তারিখ নির্ধারণ করা হয়েছে। এ ঘটনায় স্থানীয় বাসিন্দাদের মধ্যে ব্যাপক আলোচনা শুরু হয়েছে। পুলিশ জানিয়েছে, তদন্তের স্বার্থে আরও কয়েকজনকে জিজ্ঞাসাবাদ করা হবে। সরকারের পক্ষ থেকে দ্রুত ব্যবস্থা নেওয়ার আশ্বাস দেওয়া হয়েছে। বিস্তারিত খবর এখানে ছাপা হয়েছে। আদালত সূত্রে জানা গেছে, মামলার শুনানি শেষে বিচারক এই আদেশ দেন। সংশ্লিষ্ট কর্মকর্তারা বিষয়টি নিশ্চিত করেছেন এবং পরবর্তী শুনানির তারিখ নির্ধারণ করা হয়েছে। এ ঘটনায় স্থানীয় বাসিন্দাদের মধ্যে ব্যাপক আলোচনা শুরু হয়েছে। পুলিশ জানিয়েছে, তদন্তের স্বার্থে আরও কয়েকজনকে জিজ্ঞাসাবাদ করা হবে। সরকারের পক্ষ থেকে দ্রুত ব্যবস্থা নেওয়ার আশ্বাস দেওয়া হয়েছে। উপ্টোবুড়ো ব্যাহত (প্রথম পৃষ্ঠার পর) বিস্তারিত খবর এখানে ছাপা হয়েছে। আদালত সূত্রে জানা গেছে, মামলার শুনানি শেষে বিচারক এই আদেশ দেন। সংশ্লিষ্ট কর্মকর্তারা বিষয়টি নিশ্চিত করেছেন এবং পরবর্তী শুনানির তারিখ নির্ধারণ করা হয়েছে। এ ঘটনায় স্থানীয় বাসিন্দাদের মধ্যে ব্যাপক আলোচনা শুরু হয়েছে। পুলিশ জানিয়েছে, তদন্তের স্বার্থে আরও কয়েকজনকে জিজ্ঞাসাবাদ করা হবে। সরকারের পক্ষ থেকে দ্রুত ব্যবস্থা নেওয়ার আশ্বাস দেওয়া হয়েছে। বিস্তারিত খবর এখানে ছাপা হয়েছে। আদালত সূত্রে জানা গেছে, মামলার শুনানি শেষে বিচারক এই আদেশ দেন। সংশ্লিষ্ট কর্মকর্তারা বিষয়টি নিশ্চিত করেছেন এবং পরবর্তী শুনানির তারিখ নির্ধারণ করা হয়েছে। এ ঘটনায় স্থানীয় বাসিন্দাদের মধ্যে ব্যাপক আলোচনা শুরু হয়েছে। পুলিশ জানিয়েছে, তদন্তের স্বার্থে আরও কয়েকজনকে জিজ্ঞাসাবাদ করা হবে। সরকারের পক্ষ থেকে দ্রুত ব্যবস্থা নেওয়ার আশ্বাস দেওয়া হয়েছে। বিস্তারিত খবর এখানে ছাপা হয়েছে। আদালত সূত্রে জানা গেছে, মামলার শুনানি শেষে বিচারক এই আদেশ দেন। সংশ্লিষ্ট কর্মকর্তারা বিষয়টি নিশ্চিত করেছেন এবং পরবর্তী শুনানির তারিখ নির্ধারণ করা হয়েছে। এ ঘটনায় স্থানীয় বাসিন্দাদের মধ্যে ব্যাপক আলোচনা শুরু হয়েছে। পুলিশ জানিয়েছে, তদন্তের স্বার্থে আরও কয়েকজনকে জিজ্ঞাসাবাদ করা হবে। সরকারের পক্ষ থেকে দ্রুত ব্যবস্থা নেওয়ার আশ্বাস দেওয়া হয়েছে। bbox=[403, 36, 515, 725]
article-3-title: কুমিল্লায় ট্রেন bbox=[6, 528, 58, 540]
article-10-title: সাবেক প্রতিমন্ত্রী মাহবুব ও তার স্ত্রীর বিরুদ্ধে দুদকের মামলা bbox=[408, 324, 510, 359]
article-15-title: নারায়ণগঞ্জে পুষ্প ছলে গার্মেন্টস ও নিট কারখানায় অগ্নিকাণ্ড bbox=[529, 383, 635, 418]
article-14-title: রাজধানীতে আওয়ামী লীগ ও অঙ্গসংগঠনের তিন নেতা গ্রেপ্তার bbox=[523, 299, 641, 334]
page-number-and-name: ২ জনকণ্ঠ bbox=[6, 10, 65, 28]
article-6-title: ড. ইউনূসের বিরুদ্ধে bbox=[163, 407, 245, 419]
article-5-title: চার আসামির বিরুদ্ধে অভিযোগ গঠন bbox=[162, 283, 246, 306]
column-2: বিস্তারিত খবর এখানে ছাপা হয়েছে। আদালত সূত্রে জানা গেছে, মামলার শুনানি শেষে বিচারক এই আদেশ দেন। সংশ্লিষ্ট কর্মকর্তারা বিষয়টি নিশ্চিত করেছেন এবং পরবর্তী শুনানির তারিখ নির্ধারণ করা হয়েছে। এ ঘটনায় স্থানীয় বাসিন্দাদের মধ্যে ব্যাপক আলোচনা শুরু হয়েছে। পুলিশ জানিয়েছে, তদন্তের স্বার্থে আরও কয়েকজনকে জিজ্ঞাসাবাদ করা হবে। সরকারের পক্ষ থেকে দ্রুত ব্যবস্থা নেওয়ার আশ্বাস দেওয়া হয়েছে। বিস্তারিত খবর এখানে ছাপা হয়েছে। আদালত সূত্রে জানা গেছে, মামলার শুনানি শেষে বিচারক এই আদেশ দেন। সংশ্লিষ্ট কর্মকর্তারা বিষয়টি নিশ্চিত করেছেন এবং পরবর্তী শুনানির তারিখ নির্ধারণ করা হয়েছে। এ ঘটনায় স্থানীয় বাসিন্দাদের মধ্যে ব্যাপক আলোচনা শুরু হয়েছে। পুলিশ জানিয়েছে, তদন্তের স্বার্থে আরও কয়েকজনকে জিজ্ঞাসাবাদ করা হবে। সরকারের পক্ষ থেকে দ্রুত ব্যবস্থা নেওয়ার আশ্বাস দেওয়া হয়েছে। বিস্তারিত খবর এখানে ছাপা হয়েছে। আদালত সূত্রে জানা গেছে, মামলার শুনানি শেষে বিচারক এই আদেশ দেন। সংশ্লিষ্ট কর্মকর্তারা বিষয়টি নিশ্চিত করেছেন এবং পরবর্তী শুনানির তারিখ নির্ধারণ করা হয়েছে। এ ঘটনায় স্থানীয় বাসিন্দাদের মধ্যে ব্যাপক আলোচনা শুরু হয়েছে। পুলিশ জানিয়েছে, তদন্তের স্বার্থে আরও কয়েকজনকে জিজ্ঞাসাবাদ করা হবে। সরকারের পক্ষ থেকে দ্রুত ব্যবস্থা নেওয়ার আশ্বাস দেওয়া হয়েছে। বিস্তারিত খবর এখানে ছাপা হয়েছে। আদালত সূত্রে জানা গেছে, মামলার শুনানি শেষে বিচারক এই আদেশ দেন। সংশ্লিষ্ট কর্মকর্তারা বিষয়টি নিশ্চিত করেছেন এবং পরবর্তী শুনানির তারিখ নির্ধারণ করা হয়েছে। এ ঘটনায় স্থানীয় বাসিন্দাদের মধ্যে ব্যাপক আলোচনা শুরু হয়েছে। পুলিশ জানিয়েছে, তদন্তের স্বার্থে আরও কয়েকজনকে জিজ্ঞাসাবাদ করা হবে। সরকারের পক্ষ থেকে দ্রুত ব্যবস্থা নেওয়ার আশ্বাস দেওয়া হয়েছে। বিস্তারিত খবর এখানে ছাপা হয়েছে। আদালত সূত্রে জানা গেছে, মামলার শুনানি শেষে বিচারক এই আদেশ দেন। সংশ্লিষ্ট কর্মকর্তারা বিষয়টি নিশ্চিত করেছেন এবং পরবর্তী শুনানির তারিখ নির্ধারণ করা হয়েছে। এ ঘটনায় স্থানীয় বাসিন্দাদের মধ্যে ব্যাপক আলোচনা শুরু হয়েছে। পুলিশ জানিয়েছে, তদন্তের স্বার্থে আরও কয়েকজনকে জিজ্ঞাসাবাদ করা হবে। সরকারের পক্ষ থেকে দ্রুত ব্যবস্থা নেওয়ার আশ্বাস দেওয়া হয়েছে। অভিযুক্ত ধর্ষণ চার আসামির বিরুদ্ধে অভিযোগ গঠন বিস্তারিত খবর এখানে ছাপা হয়েছে। আদালত সূত্রে জানা গেছে, মামলার শুনানি শেষে বিচারক এই আদেশ দেন। সংশ্লিষ্ট কর্মকর্তারা বিষয়টি নিশ্চিত করেছেন এবং পরবর্তী শুনানির তারিখ নির্ধারণ করা হয়েছে। এ ঘটনায় স্থানীয় বাসিন্দাদের মধ্যে ব্যাপক আলোচনা শুরু হয়েছে। পুলিশ জানিয়েছে, তদন্তের স্বার্থে আরও কয়েকজনকে জিজ্ঞাসাবাদ করা হবে। সরকারের পক্ষ থেকে দ্রুত ব্যবস্থা নেওয়ার আশ্বাস দেওয়া হয়েছে। বিস্তারিত খবর এখানে ছাপা হয়েছে। আদালত সূত্রে জানা গেছে, মামলার শুনানি শেষে বিচারক এই আদেশ দেন। সংশ্লিষ্ট কর্মকর্তারা বিষয়টি নিশ্চিত করেছেন এবং পরবর্তী শুনানির তারিখ নির্ধারণ করা হয়েছে। এ ঘটনায় স্থানীয় বাসিন্দাদের মধ্যে ব্যাপক আলোচনা শুরু হয়েছে। পুলিশ জানিয়েছে, তদন্তের স্বার্থে আরও কয়েকজনকে জিজ্ঞাসাবাদ করা হবে। সরকারের পক্ষ থেকে দ্রুত ব্যবস্থা নেওয়ার আশ্বাস দেওয়া হয়েছে। ড. ইউনূসের বিরুদ্ধে (প্রথম পৃষ্ঠার পর) বিস্তারিত খবর এখানে ছাপা হয়েছে। আদালত সূত্রে জানা গেছে, মামলার শুনানি শেষে বিচারক এই আদেশ দেন। সংশ্লিষ্ট কর্মকর্তারা বিষয়টি নিশ্চিত করেছেন এবং পরবর্তী শুনানির তারিখ নির্ধারণ করা হয়েছে। এ ঘটনায় স্থানীয় বাসিন্দাদের মধ্যে ব্যাপক আলোচনা শুরু হয়েছে। পুলিশ জানিয়েছে, তদন্তের স্বার্থে আরও কয়েকজনকে জিজ্ঞাসাবাদ করা হবে। সরকারের পক্ষ থেকে দ্রুত ব্যবস্থা নেওয়ার আশ্বাস দেওয়া হয়েছে। বিস্তারিত খবর এখানে ছাপা হয়েছে। আদালত সূত্রে জানা গেছে, মামলার শুনানি শেষে বিচারক এই আদেশ দেন। সংশ্লিষ্ট কর্মকর্তারা বিষয়টি নিশ্চিত করেছেন এবং পরবর্তী শুনানির তারিখ নির্ধারণ করা হয়েছে। এ ঘটনায় স্থানীয় বাসিন্দাদের মধ্যে ব্যাপক আলোচনা শুরু হয়েছে। পুলিশ জানিয়েছে, তদন্তের স্বার্থে আরও কয়েকজনকে জিজ্ঞাসাবাদ করা হবে। সরকারের পক্ষ থেকে দ্রুত ব্যবস্থা নেওয়ার আশ্বাস দেওয়া হয়েছে। বিস্তারিত খবর এখানে ছাপা হয়েছে। আদালত সূত্রে জানা গেছে, মামলার শুনানি শেষে বিচারক এই আদেশ দেন। সংশ্লিষ্ট কর্মকর্তারা বিষয়টি নিশ্চিত করেছেন এবং পরবর্তী শুনানির তারিখ নির্ধারণ করা হয়েছে। এ ঘটনায় স্থানীয় বাসিন্দাদের মধ্যে ব্যাপক আলোচনা শুরু হয়েছে। পুলিশ জানিয়েছে, তদন্তের স্বার্থে আরও কয়েকজনকে জিজ্ঞাসাবাদ করা হবে। সরকারের পক্ষ থেকে দ্রুত ব্যবস্থা নেওয়ার আশ্বাস দেওয়া হয়েছে। ফের আপদেশনে (প্রথম পৃষ্ঠার পর) বিস্তারিত খবর এখানে ছাপা হয়েছে। আদালত সূত্রে জানা গেছে, মামলার শুনানি শেষে বিচারক এই আদেশ দেন। সংশ্লিষ্ট কর্মকর্তারা বিষয়টি নিশ্চিত করেছেন এবং পরবর্তী শুনানির তারিখ নির্ধারণ করা হয়েছে। এ ঘটনায় স্থানীয় বাসিন্দাদের মধ্যে ব্যাপক আলোচনা শুরু হয়েছে। পুলিশ জানিয়েছে, তদন্তের স্বার্থে আরও কয়েকজনকে জিজ্ঞাসাবাদ করা হবে। সরকারের পক্ষ থেকে দ্রুত ব্যবস্থা নেওয়ার আশ্বাস দেওয়া হয়েছে। বিস্তারিত খবর এখানে ছাপা হয়েছে। আদালত সূত্রে জানা গেছে, মামলার শুনানি শেষে বিচারক এই আদেশ দেন। সংশ্লিষ্ট কর্মকর্তারা বিষয়টি নিশ্চিত করেছেন এবং পরবর্তী শুনানির তারিখ নির্ধারণ করা হয়েছে। এ ঘটনায় স্থানীয় বাসিন্দাদের মধ্যে ব্যাপক আলোচনা শুরু হয়েছে। পুলিশ জানিয়েছে, তদন্তের স্বার্থে আরও কয়েকজনকে জিজ্ঞাসাবাদ করা হবে। সরকারের পক্ষ থেকে দ্রুত ব্যবস্থা নেওয়ার আশ্বাস দেওয়া হয়েছে। মানবতাবিরোধী অপরাধের (প্রথম পৃষ্ঠার পর) বিস্তারিত খবর এখানে ছাপা হয়েছে। আদালত সূত্রে জানা গেছে, মামলার শুনানি শেষে বিচারক এই আদেশ দেন। সংশ্লিষ্ট কর্মকর্তারা বিষয়টি নিশ্চিত করেছেন এবং পরবর্তী শুনানির তারিখ নির্ধারণ করা হয়েছে। এ ঘটনায় স্থানীয় বাসিন্দাদের মধ্যে ব্যাপক আলোচনা শুরু হয়েছে। পুলিশ জানিয়েছে, তদন্তের স্বার্থে আরও কয়েকজনকে জিজ্ঞাসাবাদ করা হবে। সরকারের পক্ষ থেকে দ্রুত ব্যবস্থা নেওয়ার আশ্বাস দেওয়া হয়েছে। বিস্তারিত খবর এখানে ছাপা হয়েছে। আদালত সূত্রে জানা গেছে, মামলার শুনানি শেষে বিচারক এই আদেশ দেন। সংশ্লিষ্ট কর্মকর্তারা বিষয়টি নিশ্চিত করেছেন এবং পরবর্তী শুনানির তারিখ নির্ধারণ করা হয়েছে। এ ঘটনায় স্থানীয় বাসিন্দাদের মধ্যে ব্যাপক আলোচনা শুরু হয়েছে। পুলিশ জানিয়েছে, তদন্তের স্বার্থে আরও কয়েকজনকে জিজ্ঞাসাবাদ করা হবে। সরকারের পক্ষ থেকে দ্রুত ব্যবস্থা নেওয়ার আশ্বাস দেওয়া হয়েছে। বিস্তারিত খবর এখানে ছাপা হয়েছে। আদালত সূত্রে জানা গেছে, মামলার শুনানি শেষে বিচারক এই আদেশ দেন। সংশ্লিষ্ট কর্মকর্তারা বিষয়টি নিশ্চিত করেছেন এবং পরবর্তী শুনানির তারিখ নির্ধারণ করা হয়েছে। এ ঘটনায় স্থানীয় বাসিন্দাদের মধ্যে ব্যাপক আলোচনা শুরু হয়েছে। পুলিশ জানিয়েছে, তদন্তের স্বার্থে আরও কয়েকজনকে জিজ্ঞাসাবাদ করা হবে। সরকারের পক্ষ থেকে দ্রুত ব্যবস্থা নেওয়ার আশ্বাস দেওয়া হয়েছে। বিস্তারিত খবর এখানে ছাপা হয়েছে। আদালত সূত্রে জানা গেছে, মামলার শুনানি শেষে বিচারক এই আদেশ দেন। সংশ্লিষ্ট কর্মকর্তারা বিষয়টি নিশ্চিত করেছেন এবং পরবর্তী শুনানির তারিখ নির্ধারণ করা হয়েছে। এ ঘটনায় স্থানীয় বাসিন্দাদের মধ্যে ব্যাপক আলোচনা শুরু হয়েছে। পুলিশ জানিয়েছে, তদন্তের স্বার্থে আরও কয়েকজনকে জিজ্ঞাসাবাদ করা হবে। সরকারের পক্ষ থেকে দ্রুত ব্যবস্থা নেওয়ার আশ্বাস দেওয়া হয়েছে। বিস্তারিত খবর এখানে ছাপা হয়েছে। আদালত সূত্রে জানা গেছে, মামলার শুনানি শেষে বিচারক এই আদেশ দেন। সংশ্লিষ্ট কর্মকর্তারা বিষয়টি নিশ্চিত করেছেন এবং পরবর্তী শুনানির তারিখ নির্ধারণ করা হয়েছে। এ ঘটনায় স্থানীয় বাসিন্দাদের মধ্যে ব্যাপক আলোচনা শুরু হয়েছে। পুলিশ জানিয়েছে, তদন্তের স্বার্থে আরও কয়েকজনকে জিজ্ঞাসাবাদ করা হবে। সরকারের পক্ষ থেকে দ্রুত ব্যবস্থা নেওয়ার আশ্বাস দেওয়া হয়েছে। বিস্তারিত খবর এখানে ছাপা হয়েছে। আদালত সূত্রে জানা গেছে, মামলার শুনানি শেষে বিচারক এই আদেশ দেন। সংশ্লিষ্ট কর্মকর্তারা বিষয়টি নিশ্চিত করেছেন এবং পরবর্তী শুনানির তারিখ নির্ধারণ করা হয়েছে। এ ঘটনায় স্থানীয় বাসিন্দাদের মধ্যে ব্যাপক আলোচনা শুরু হয়েছে। পুলিশ জানিয়েছে, তদন্তের স্বার্থে আরও কয়েকজনকে জিজ্ঞাসাবাদ করা হবে। সরকারের পক্ষ থেকে দ্রুত ব্যবস্থা নেওয়ার আশ্বাস দেওয়া হয়েছে। bbox=[141, 36, 267, 974]
obituary-name-1: আমিনুল ইসলাম bbox=[520, 59, 559, 67]
article-13-title: বাংলাদেশের ১০ bbox=[520, 230, 585, 242]
death-anniversary-band: মৃত্যুবার্ষিকী bbox=[520, 116, 644, 128]
article-4-title: শিক্ষা উপদেষ্টার bbox=[6, 715, 68, 727]
article-12-title: উপ্টোবুড়ো ব্যাহত bbox=[423, 568, 495, 580]
obituary-banner: শোক সংবাদ bbox=[520, 36, 644, 56]
article-1-lead: কোর্ট রিপোর্টার ॥ সৎ মায়ের দায়ের করা যৌতুকের মামলায় শাশুড়ের বিরুদ্ধে গ্রেফতারি পরোয়ানা জারি করেছে আদালত। bbox=[10, 90, 132, 103]
article-9-title: ৭০ 'ভিআইপি' bbox=[305, 354, 365, 366]
